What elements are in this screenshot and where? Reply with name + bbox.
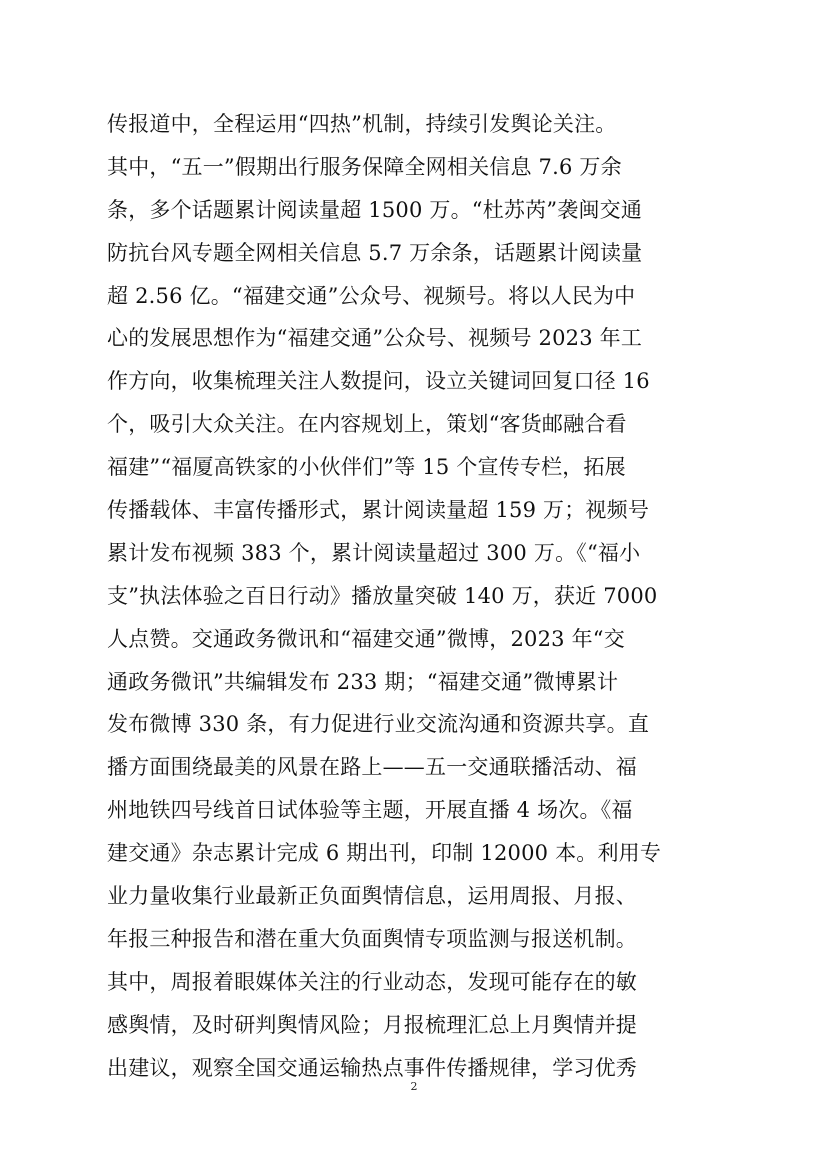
text-line: 累计发布视频 383 个，累计阅读量超过 300 万。《“福小 xyxy=(107,540,641,565)
text-line: 支”执法体验之百日行动》播放量突破 140 万，获近 7000 xyxy=(107,583,658,608)
text-line: 通政务微讯”共编辑发布 233 期；“福建交通”微博累计 xyxy=(107,669,619,694)
text-line: 传报道中，全程运用“四热”机制，持续引发舆论关注。 xyxy=(107,112,617,136)
text-line: 心的发展思想作为“福建交通”公众号、视频号 2023 年工 xyxy=(107,326,643,351)
page-number: 2 xyxy=(410,1080,418,1093)
body-text xyxy=(107,103,727,1089)
text-line: 发布微博 330 条，有力促进行业交流沟通和资源共享。直 xyxy=(107,712,650,737)
text-line: 年报三种报告和潜在重大负面舆情专项监测与报送机制。 xyxy=(107,926,637,951)
text-line: 条，多个话题累计阅读量超 1500 万。“杜苏芮”袭闽交通 xyxy=(107,197,643,222)
text-line: 个，吸引大众关注。在内容规划上，策划“客货邮融合看 xyxy=(107,412,627,437)
text-line: 播方面围绕最美的风景在路上——五一交通联播活动、福 xyxy=(107,755,637,780)
text-line: 超 2.56 亿。“福建交通”公众号、视频号。将以人民为中 xyxy=(107,283,636,308)
text-line: 感舆情，及时研判舆情风险；月报梳理汇总上月舆情并提 xyxy=(107,1012,637,1037)
text-line: 人点赞。交通政务微讯和“福建交通”微博，2023 年“交 xyxy=(107,626,625,651)
text-line: 传播载体、丰富传播形式，累计阅读量超 159 万；视频号 xyxy=(107,498,650,523)
text-line: 业力量收集行业最新正负面舆情信息，运用周报、月报、 xyxy=(107,884,637,909)
text-line: 防抗台风专题全网相关信息 5.7 万余条，话题累计阅读量 xyxy=(107,240,643,265)
text-line: 建交通》杂志累计完成 6 期出刊，印制 12000 本。利用专 xyxy=(107,841,662,866)
text-line: 其中，周报着眼媒体关注的行业动态，发现可能存在的敏 xyxy=(107,969,637,994)
text-line: 州地铁四号线首日试体验等主题，开展直播 4 场次。《福 xyxy=(107,798,633,823)
text-line: 福建”“福厦高铁家的小伙伴们”等 15 个宣传专栏，拓展 xyxy=(107,455,626,480)
text-line: 作方向，收集梳理关注人数提问，设立关键词回复口径 16 xyxy=(107,369,650,394)
text-line: 出建议，观察全国交通运输热点事件传播规律，学习优秀 xyxy=(107,1055,637,1080)
text-line: 其中，“五一”假期出行服务保障全网相关信息 7.6 万余 xyxy=(107,154,622,179)
